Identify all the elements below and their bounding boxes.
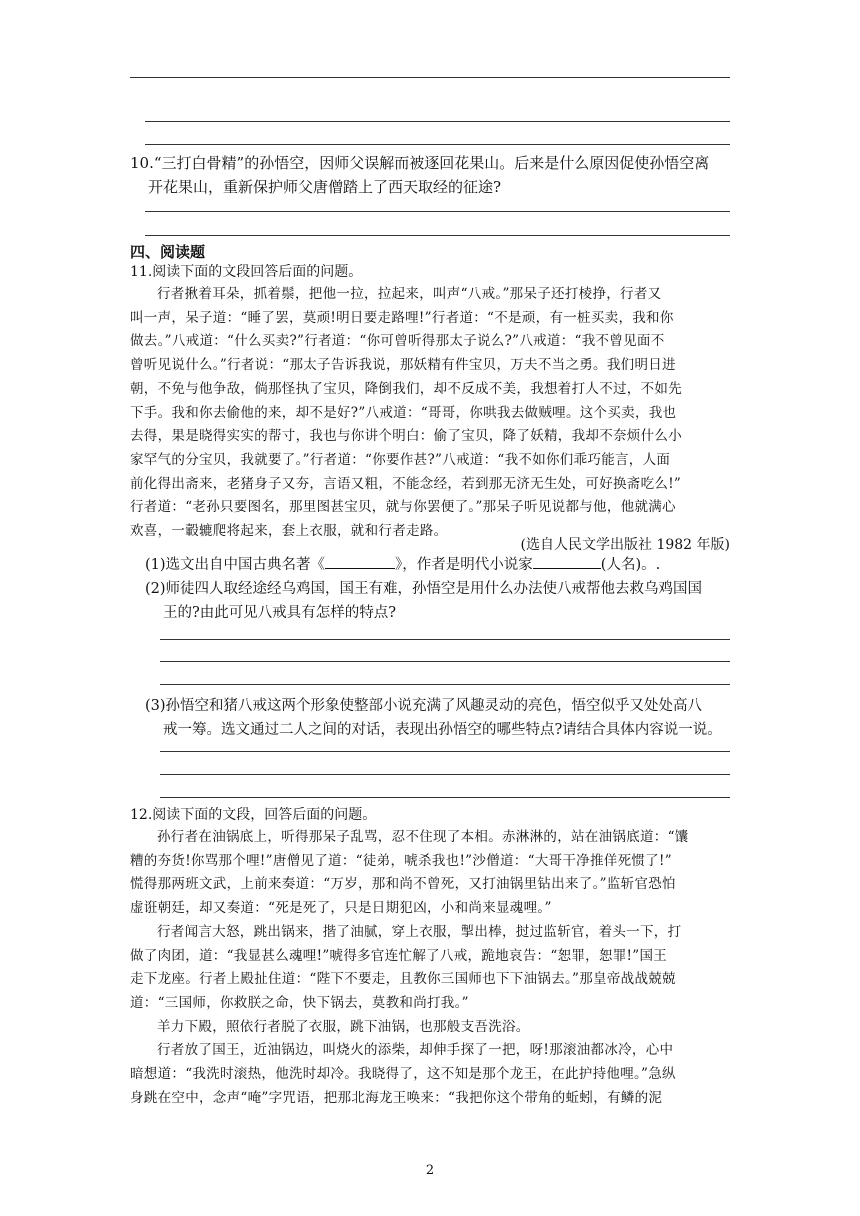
passage-line: 道：“三国师，你救朕之命，快下锅去，莫教和尚打我。” xyxy=(130,994,469,1011)
passage-line: 欢喜，一轂辘爬将起来，套上衣服，就和行者走路。 xyxy=(130,523,448,540)
answer-line xyxy=(160,751,730,752)
answer-line xyxy=(160,661,730,662)
passage-line: 走下龙座。行者上殿扯住道：“陛下不要走，且教你三国师也下下油锅去。”那皇帝战战兢兢 xyxy=(130,971,676,988)
passage-line: 叫一声，呆子道：“睡了罢，莫顽!明日要走路哩!”行者道：“不是顽，有一桩买卖，我和你 xyxy=(130,309,674,326)
fill-blank-author[interactable] xyxy=(533,554,601,569)
fill-blank-book-title[interactable] xyxy=(325,554,395,569)
passage-line: 下手。我和你去偷他的来，却不是好?”八戒道：“哥哥，你哄我去做贼哩。这个买卖，我也 xyxy=(130,404,677,421)
sub-question-3-line2: 戒一筹。选文通过二人之间的对话，表现出孙悟空的哪些特点?请结合具体内容说一说。 xyxy=(163,722,722,738)
passage-line: 行者揪着耳朵，抓着鬃，把他一拉，拉起来，叫声“八戒。”那呆子还打棱挣，行者又 xyxy=(157,286,662,302)
answer-line xyxy=(160,797,730,798)
question-11-passage xyxy=(130,283,730,544)
passage-line: 羊力下殿，照依行者脱了衣服，跳下油锅，也那般支吾洗浴。 xyxy=(157,1018,530,1035)
passage-line: 慌得那两班文武，上前来奏道：“万岁，那和尚不曾死，又打油锅里钻出来了。”监斩官恐怕 xyxy=(130,876,676,893)
answer-line xyxy=(160,684,730,685)
passage-line: 曾听见说什么。”行者说：“那太子告诉我说，那妖精有件宝贝，万夫不当之勇。我们明日进 xyxy=(130,357,676,374)
question-12-passage xyxy=(130,826,730,1110)
answer-line xyxy=(160,774,730,775)
answer-line xyxy=(145,211,730,212)
sub-question-1-text-a: (1)选文出自中国古典名著《 xyxy=(145,557,326,573)
sub-question-1-text-b: 》，作者是明代小说家 xyxy=(395,557,533,573)
sub-question-2 xyxy=(145,577,735,625)
sub-question-1-text-c: (人名)。. xyxy=(600,557,661,573)
passage-source: (选自人民文学出版社 1982 年版) xyxy=(520,537,730,553)
answer-line xyxy=(145,235,730,236)
sub-question-3 xyxy=(145,694,735,742)
page-number: 2 xyxy=(425,1163,435,1178)
passage-line: 去得，果是晓得实实的帮寸，我也与你讲个明白：偷了宝贝，降了妖精，我却不奈烦什么小 xyxy=(130,428,682,445)
sub-question-3-line1: (3)孙悟空和猪八戒这两个形象使整部小说充满了风趣灵动的亮色，悟空似乎又处处高八 xyxy=(145,698,703,714)
passage-line: 孙行者在油锅底上，听得那呆子乱骂，忍不住现了本相。赤淋淋的，站在油锅底道：“馕 xyxy=(157,829,689,845)
passage-line: 糟的夯货!你骂那个哩!”唐僧见了道：“徒弟，唬杀我也!”沙僧道：“大哥干净推佯死惯了!” xyxy=(130,852,672,869)
question-11-intro: 11.阅读下面的文段回答后面的问题。 xyxy=(130,264,363,280)
passage-line: 前化得出斋来，老猪身子又夯，言语又粗，不能念经，若到那无济无生处，可好换斋吃么!” xyxy=(130,475,682,492)
passage-line: 做了肉团，道：“我显甚么魂哩!”唬得多官连忙解了八戒，跪地哀告：“恕罪，恕罪!”国王 xyxy=(130,947,668,964)
sub-question-1 xyxy=(145,553,735,577)
question-10-line2: 开花果山，重新保护师父唐僧踏上了西天取经的征途? xyxy=(148,178,502,196)
passage-line: 行者闻言大怒，跳出锅来，揩了油腻，穿上衣服，掣出棒，挝过监斩官，着头一下，打 xyxy=(157,923,682,940)
question-12-intro: 12.阅读下面的文段，回答后面的问题。 xyxy=(130,807,377,823)
passage-line: 暗想道：“我洗时滚热，他洗时却冷。我晓得了，这不知是那个龙王，在此护持他哩。”急纵 xyxy=(130,1066,676,1083)
top-rule xyxy=(130,77,730,78)
passage-line: 行者道：“老孙只要图名，那里图甚宝贝，就与你罢便了。”那呆子听见说都与他，他就满心 xyxy=(130,499,676,516)
section-title: 四、阅读题 xyxy=(130,243,206,261)
answer-line xyxy=(145,144,730,145)
answer-line xyxy=(145,121,730,122)
passage-line: 家罕气的分宝贝，我就要了。”行者道：“你要作甚?”八戒道：“我不如你们乖巧能言，人面 xyxy=(130,451,671,468)
sub-question-2-line1: (2)师徒四人取经途经乌鸡国，国王有难，孙悟空是用什么办法使八戒帮他去救乌鸡国国 xyxy=(145,581,703,597)
passage-line: 虚诳朝廷，却又奏道：“死是死了，只是日期犯凶，小和尚来显魂哩。” xyxy=(130,900,552,917)
passage-line: 朝，不免与他争敌，倘那怪执了宝贝，降倒我们，却不反成不美，我想着打人不过，不如先 xyxy=(130,380,682,397)
question-10 xyxy=(130,151,740,199)
question-10-line1: 10.“三打白骨精”的孙悟空，因师父误解而被逐回花果山。后来是什么原因促使孙悟空离 xyxy=(130,154,710,172)
passage-line: 行者放了国王，近油锅边，叫烧火的添柴，却伸手探了一把，呀!那滚油都冰冷，心中 xyxy=(157,1042,674,1059)
sub-question-2-line2: 王的?由此可见八戒具有怎样的特点? xyxy=(163,605,397,621)
answer-line xyxy=(160,639,730,640)
passage-line: 身跳在空中，念声“唵”字咒语，把那北海龙王唤来：“我把你这个带角的蚯蚓，有鳞的泥 xyxy=(130,1089,663,1106)
passage-line: 做去。”八戒道：“什么买卖?”行者道：“你可曾听得那太子说么?”八戒道：“我不曾见面不 xyxy=(130,333,665,350)
